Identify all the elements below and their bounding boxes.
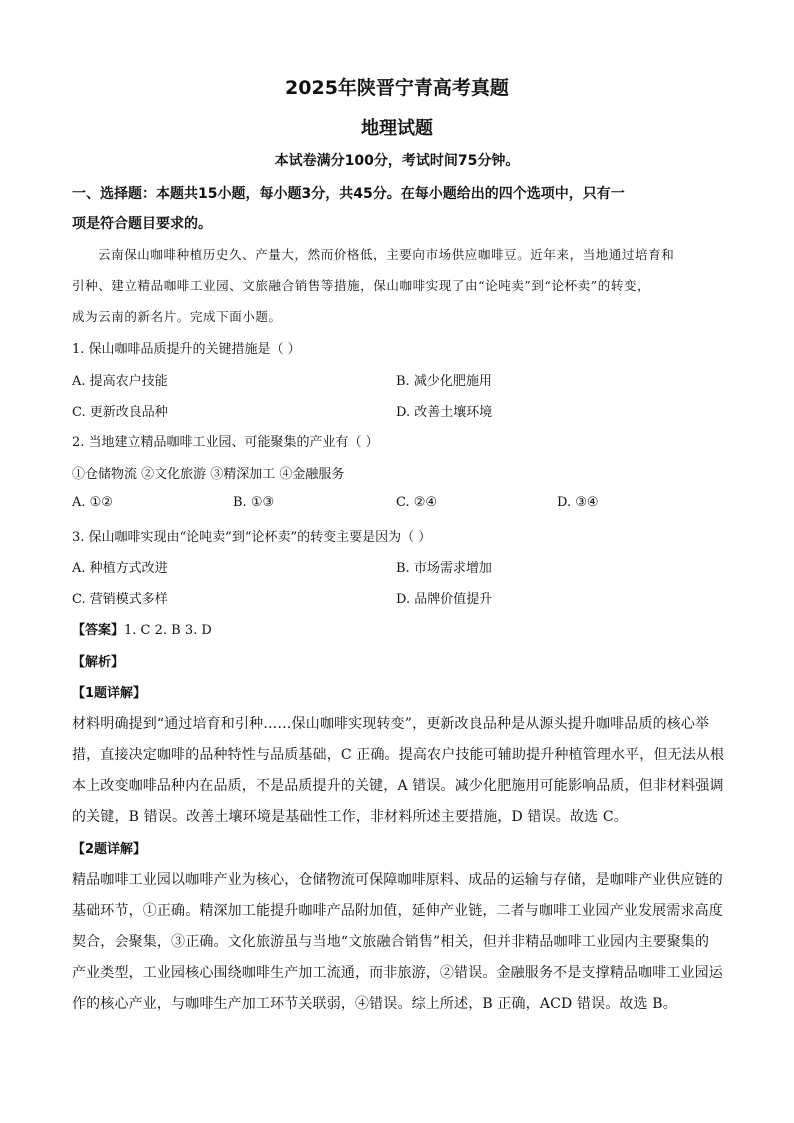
subject-title: 地理试题 — [361, 118, 433, 139]
detail2-line1: 精品咖啡工业园以咖啡产业为核心，仓储物流可保障咖啡原料、成品的运输与存储，是咖啡产业供应链的 — [72, 872, 723, 888]
q2-stem: 2. 当地建立精品咖啡工业园、可能聚集的产业有（ ） — [72, 435, 379, 450]
detail2-line2: 基础环节，①正确。精深加工能提升咖啡产品附加值，延伸产业链，二者与咖啡工业园产业发展需求高度 — [72, 903, 723, 919]
answer-value: 1. C 2. B 3. D — [124, 623, 212, 638]
detail1-line3: 本上改变咖啡品种内在品质，不是品质提升的关键，A 错误。减少化肥施用可能影响品质，但非材料强调 — [72, 778, 724, 794]
answer-line — [72, 619, 212, 638]
page-title: 2025年陕晋宁青高考真题 — [285, 77, 509, 99]
detail2-label: 【2题详解】 — [72, 842, 147, 857]
q2-option-c: C. ②④ — [396, 495, 438, 510]
q2-option-a: A. ①② — [72, 495, 113, 510]
q2-items: ①仓储物流 ②文化旅游 ③精深加工 ④金融服务 — [72, 467, 345, 482]
detail1-line4: 的关键，B 错误。改善土壤环境是基础性工作，非材料所述主要措施，D 错误。故选 C。 — [72, 809, 628, 825]
q2-option-d: D. ③④ — [557, 495, 599, 510]
q2-option-b: B. ①③ — [233, 495, 275, 510]
detail1-line2: 措，直接决定咖啡的品种特性与品质基础，C 正确。提高农户技能可辅助提升种植管理水平，但无法从根 — [72, 747, 725, 763]
q1-stem: 1. 保山咖啡品质提升的关键措施是（ ） — [72, 342, 301, 357]
q3-option-d: D. 品牌价值提升 — [396, 592, 493, 607]
material-line3: 成为云南的新名片。完成下面小题。 — [72, 309, 282, 324]
section-heading-line1: 一、选择题：本题共15小题，每小题3分，共45分。在每小题给出的四个选项中，只有一 — [72, 186, 625, 202]
detail1-label: 【1题详解】 — [72, 686, 147, 701]
q1-option-d: D. 改善土壤环境 — [396, 405, 493, 420]
q3-option-b: B. 市场需求增加 — [396, 561, 492, 576]
analysis-label: 【解析】 — [72, 655, 125, 670]
detail2-line4: 产业类型，工业园核心围绕咖啡生产加工流通，而非旅游，②错误。金融服务不是支撑精品咖啡工业园运 — [72, 965, 723, 981]
detail2-line3: 契合，会聚集，③正确。文化旅游虽与当地“文旅融合销售”相关，但并非精品咖啡工业园内主要聚集的 — [72, 934, 710, 950]
detail2-line5: 作的核心产业，与咖啡生产加工环节关联弱，④错误。综上所述，B 正确，ACD 错误。故选 B。 — [72, 996, 677, 1012]
q3-stem: 3. 保山咖啡实现由“论吨卖”到“论杯卖”的转变主要是因为（ ） — [72, 530, 432, 545]
answer-label: 【答案】 — [72, 623, 125, 638]
q3-option-a: A. 种植方式改进 — [72, 561, 168, 576]
material-line1: 云南保山咖啡种植历史久、产量大，然而价格低，主要向市场供应咖啡豆。近年来，当地通过培育和 — [98, 247, 675, 262]
q3-option-c: C. 营销模式多样 — [72, 592, 168, 607]
exam-note: 本试卷满分100分，考试时间75分钟。 — [274, 153, 520, 169]
detail1-line1: 材料明确提到“通过培育和引种……保山咖啡实现转变”，更新改良品种是从源头提升咖啡品质的核心举 — [72, 716, 710, 732]
section-heading-line2: 项是符合题目要求的。 — [72, 216, 212, 232]
q1-option-b: B. 减少化肥施用 — [396, 374, 492, 389]
material-line2: 引种、建立精品咖啡工业园、文旅融合销售等措施，保山咖啡实现了由“论吨卖”到“论杯卖”的转变， — [72, 278, 651, 293]
q1-option-a: A. 提高农户技能 — [72, 374, 168, 389]
q1-option-c: C. 更新改良品种 — [72, 405, 168, 420]
